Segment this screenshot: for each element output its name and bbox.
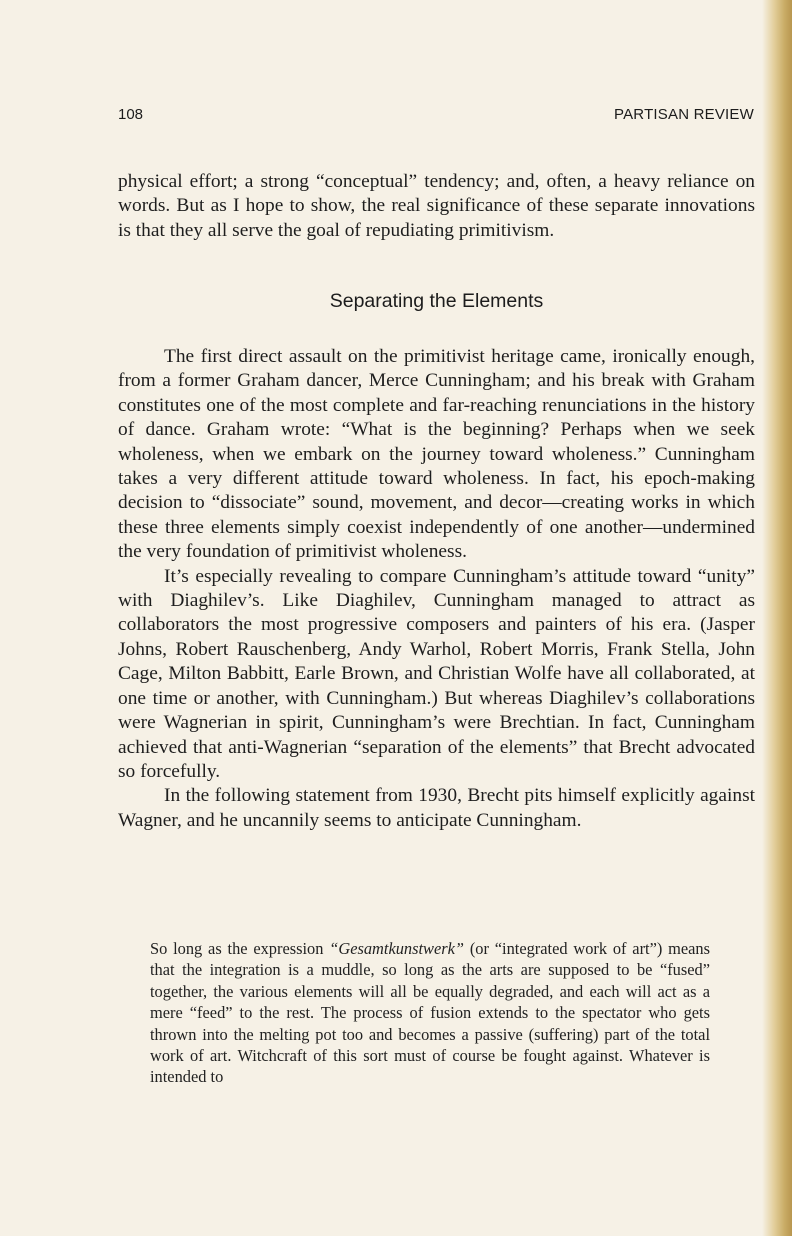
section-heading: Separating the Elements (329, 290, 544, 312)
body-paragraph-2: It’s especially revealing to compare Cunningham’s attitude toward “unity” with Diaghilev’s. Like Diaghilev, Cunningham managed to attract as collaborators the most progressive composers and painters of his era. (Jasper Johns, Robert Rauschenberg, Andy Warhol, Robert Morris, Frank Stella, John Cage, Milton Babbitt, Earle Brown, and Christian Wolfe have all collaborated, at one time or another, with Cunningham.) But whereas Diaghilev’s collaborations were Wagnerian in spirit, Cunningham’s were Brechtian. In fact, Cunningham achieved that anti-Wagnerian “separation of the elements” that Brecht advocated so forcefully. (118, 565, 755, 782)
book-spine-shadow (762, 0, 792, 1236)
intro-paragraph-block (118, 170, 755, 243)
body-paragraph-1: The first direct assault on the primitivist heritage came, ironically enough, from a former Graham dancer, Merce Cunningham; and his break with Graham constitutes one of the most complete and far-reaching renunciations in the history of dance. Graham wrote: “What is the beginning? Perhaps when we seek wholeness, when we embark on the journey toward wholeness.” Cunningham takes a very different attitude toward wholeness. In fact, his epoch-making decision to “dissociate” sound, movement, and decor—creating works in which these three elements simply coexist independently of one another—undermined the very foundation of primitivist wholeness. (118, 346, 755, 563)
intro-paragraph: physical effort; a strong “conceptual” tendency; and, often, a heavy reliance on words. But as I hope to show, the real significance of these separate innovations is that they all serve the goal of repudiating primitivism. (118, 171, 755, 241)
journal-title: PARTISAN REVIEW (614, 106, 754, 123)
page-number: 108 (118, 106, 144, 123)
block-quote-lead: So long as the expression (150, 939, 330, 958)
section-body (118, 345, 755, 833)
block-quote-term: “Gesamtkunstwerk” (329, 939, 465, 958)
body-paragraph-3: In the following statement from 1930, Brecht pits himself explicitly against Wagner, and he uncannily seems to anticipate Cunningham. (118, 785, 755, 831)
block-quote (150, 938, 710, 1088)
block-quote-rest: (or “integrated work of art”) means that the integration is a muddle, so long as the arts are supposed to be “fused” together, the various elements will all be equally degraded, and each will act as a mere “feed” to the rest. The process of fusion extends to the spectator who gets thrown into the melting pot too and becomes a passive (suffering) part of the total work of art. Witchcraft of this sort must of course be fought against. Whatever is intended to (150, 939, 710, 1087)
